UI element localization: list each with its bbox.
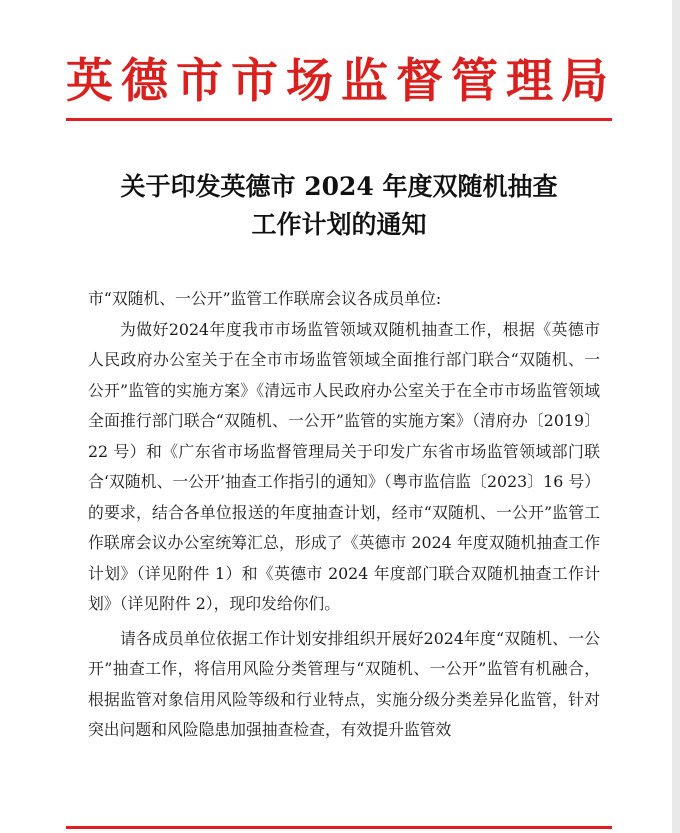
title-line-1: 关于印发英德市 2024 年度双随机抽查 (120, 172, 558, 201)
paragraph-2: 请各成员单位依据工作计划安排组织开展好2024年度“双随机、一公开”抽查工作，将信用风险分类管理与“双随机、一公开”监管有机融合，根据监管对象信用风险等级和行业特点，实施分级分类差异化监管，针对突出问题和风险隐患加强抽查检查，有效提升监管效 (88, 628, 600, 739)
document-body (88, 284, 600, 746)
page-edge (672, 0, 680, 833)
letterhead-title: 英德市市场监督管理局 (66, 54, 616, 109)
title-line-2: 工作计划的通知 (251, 210, 427, 239)
paragraph-1: 为做好2024年度我市市场监管领域双随机抽查工作，根据《英德市人民政府办公室关于在全市市场监管领域全面推行部门联合“双随机、一公开”监管的实施方案》《清远市人民政府办公室关于在全市市场监管领域全面推行部门联合“双随机、一公开”监管的实施方案》（清府办〔2019〕22 号）和《广东省市场监督管理局关于印发广东省市场监管领域部门联合‘双随机、一公开’抽查工作指引的通知》（粤市监信监〔2023〕16 号）的要求，结合各单位报送的年度抽查计划，经市“双随机、一公开”监管工作联席会议办公室统筹汇总，形成了《英德市 2024 年度双随机抽查工作计划》（详见附件 1）和《英德市 2024 年度部门联合双随机抽查工作计划》（详见附件 2），现印发给你们。 (88, 319, 600, 613)
red-header-rule (66, 118, 612, 121)
red-footer-rule (66, 826, 612, 829)
document-title (66, 168, 612, 244)
salutation: 市“双随机、一公开”监管工作联席会议各成员单位: (88, 289, 442, 308)
